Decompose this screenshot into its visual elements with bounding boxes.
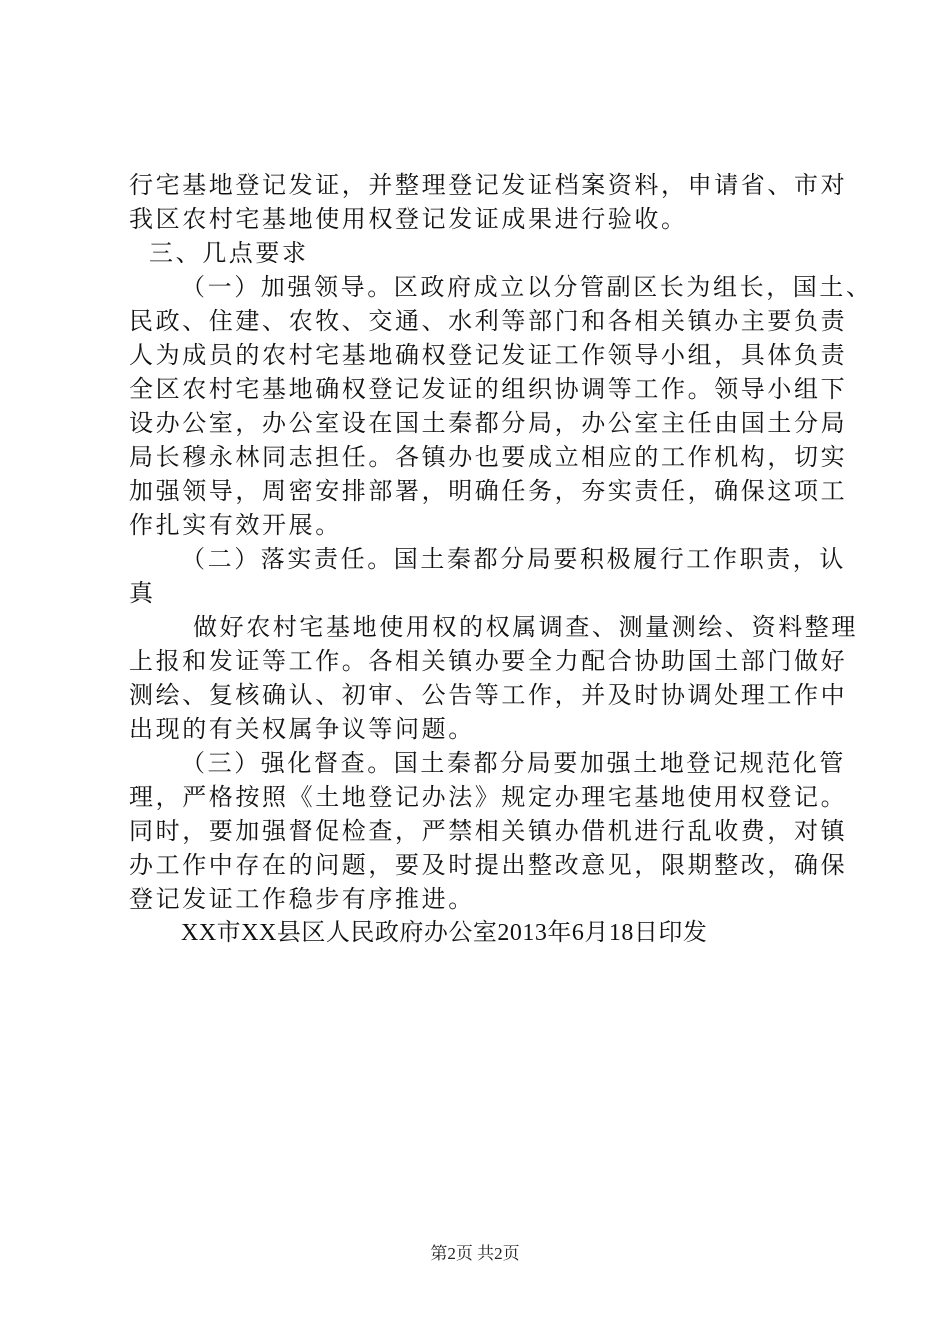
text-line: 测绘、复核确认、初审、公告等工作，并及时协调处理工作中 xyxy=(129,681,848,709)
text-line: 加强领导，周密安排部署，明确任务，夯实责任，确保这项工 xyxy=(129,477,848,505)
text-line: 办工作中存在的问题，要及时提出整改意见，限期整改，确保 xyxy=(129,851,848,879)
text-line: 局长穆永林同志担任。各镇办也要成立相应的工作机构，切实 xyxy=(129,443,848,471)
text-line: 民政、住建、农牧、交通、水利等部门和各相关镇办主要负责 xyxy=(129,307,848,335)
text-line: （二）落实责任。国土秦都分局要积极履行工作职责，认 xyxy=(181,545,846,573)
issuer-date-line: XX市XX县区人民政府办公室2013年6月18日印发 xyxy=(181,920,708,946)
text-line: （一）加强领导。区政府成立以分管副区长为组长，国土、 xyxy=(181,273,873,301)
text-line: 真 xyxy=(129,579,156,607)
page-footer xyxy=(0,1243,950,1265)
document-body xyxy=(129,168,873,950)
text-line: 作扎实有效开展。 xyxy=(129,511,342,539)
text-line: 设办公室，办公室设在国土秦都分局，办公室主任由国土分局 xyxy=(129,409,848,437)
text-line: 上报和发证等工作。各相关镇办要全力配合协助国土部门做好 xyxy=(129,647,848,675)
text-line: 做好农村宅基地使用权的权属调查、测量测绘、资料整理 xyxy=(193,613,858,641)
text-line: 同时，要加强督促检查，严禁相关镇办借机进行乱收费，对镇 xyxy=(129,817,848,845)
text-line: 登记发证工作稳步有序推进。 xyxy=(129,885,475,913)
text-line: 出现的有关权属争议等问题。 xyxy=(129,715,475,743)
text-line: 全区农村宅基地确权登记发证的组织协调等工作。领导小组下 xyxy=(129,375,848,403)
page-number: 第2页 共2页 xyxy=(430,1244,520,1263)
text-line: 我区农村宅基地使用权登记发证成果进行验收。 xyxy=(129,205,688,233)
section-heading: 三、几点要求 xyxy=(149,239,309,267)
text-line: （三）强化督查。国土秦都分局要加强土地登记规范化管 xyxy=(181,749,846,777)
text-line: 理，严格按照《土地登记办法》规定办理宅基地使用权登记。 xyxy=(129,783,848,811)
text-line: 人为成员的农村宅基地确权登记发证工作领导小组，具体负责 xyxy=(129,341,848,369)
text-line: 行宅基地登记发证，并整理登记发证档案资料，申请省、市对 xyxy=(129,171,848,199)
